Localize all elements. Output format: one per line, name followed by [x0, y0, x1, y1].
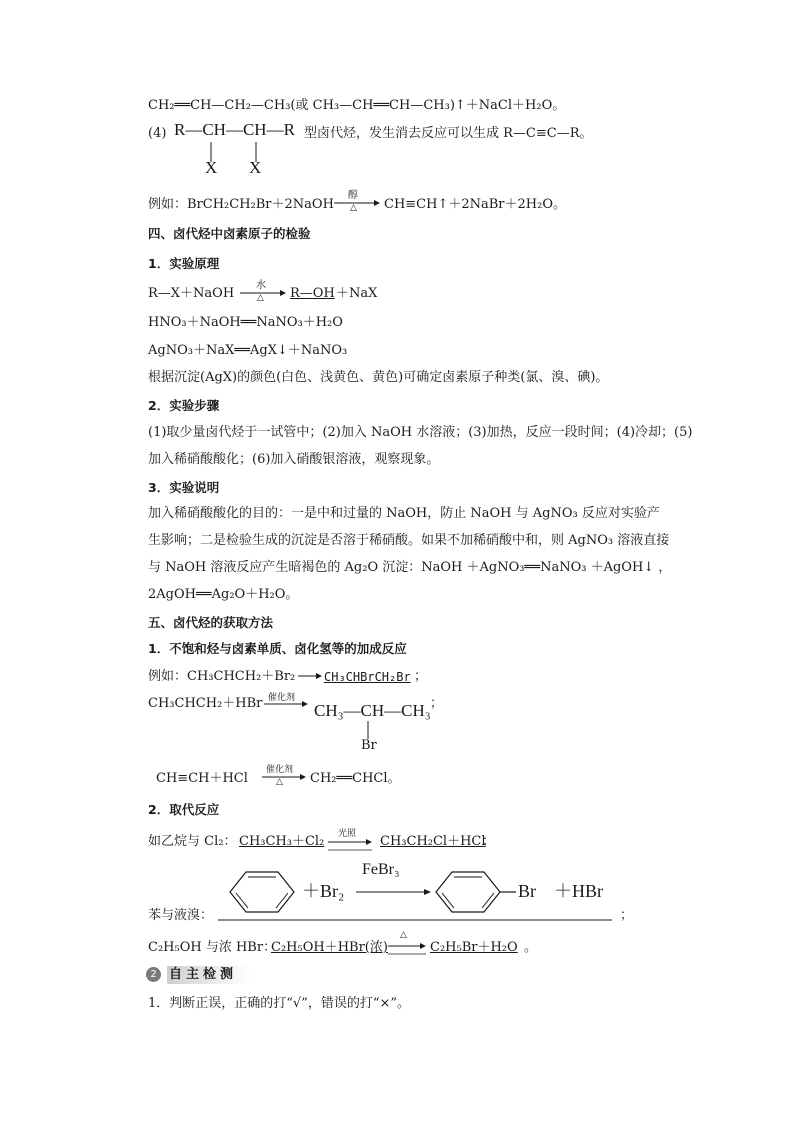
alcohol-heat-arrow: [330, 186, 380, 216]
dihalide-formula: R—CH—CH—R: [174, 120, 295, 139]
addition-example-1-product: CH₃CHBrCH₂Br: [324, 670, 411, 684]
heat-arrow-ethanol: [386, 930, 426, 960]
addition-arrow-1: [296, 668, 322, 684]
benzene-ring-product: [436, 872, 516, 912]
addition-example-2-end: ；: [430, 696, 444, 711]
bromine-reactant: ＋Br₂: [302, 881, 345, 901]
addition-example-2-product: CH₃—CH—CH₃: [314, 701, 431, 720]
x-substituent-1: X: [205, 158, 218, 177]
benzene-end: ；: [620, 908, 634, 923]
steps-line-1: (1)取少量卤代烃于一试管中；(2)加入 NaOH 水溶液；(3)加热，反应一段时间；(4)冷却；(5): [148, 425, 693, 440]
section-number-badge: 2: [146, 967, 161, 982]
addition-example-3-product: CH₂══CHCl。: [310, 771, 401, 786]
catalyst-heat-arrow: [260, 762, 306, 792]
notes-line-3: 与 NaOH 溶液反应产生暗褐色的 Ag₂O 沉淀：NaOH ＋AgNO₃══NaNO₃ ＋AgOH↓ ，: [148, 560, 672, 575]
subheading-principle: 1．实验原理: [148, 256, 220, 271]
addition-example-1-end: ；: [414, 669, 428, 684]
substitution-1-end: ；: [482, 834, 496, 849]
substitution-3-end: 。: [524, 940, 538, 955]
substitution-1-prefix: 如乙烷与 Cl₂：: [148, 834, 237, 849]
notes-line-1: 加入稀硝酸酸化的目的：一是中和过量的 NaOH，防止 NaOH 与 AgNO₃ 反应对实验产: [148, 506, 660, 521]
principle-paragraph: 根据沉淀(AgX)的颜色(白色、浅黄色、黄色)可确定卤素原子种类(氯、溴、碘)。: [148, 370, 609, 385]
label-4: (4): [148, 126, 167, 141]
bromo-substituent: Br: [361, 738, 377, 753]
section-5-heading: 五、卤代烃的获取方法: [148, 615, 274, 630]
substitution-3-prefix: C₂H₅OH 与浓 HBr：: [148, 940, 277, 955]
water-heat-arrow: [236, 276, 286, 306]
arrow-cond-heat: △: [350, 203, 357, 213]
bromobenzene-br: Br: [518, 881, 536, 901]
steps-line-2: 加入稀硝酸酸化；(6)加入硝酸银溶液，观察现象。: [148, 452, 440, 467]
substitution-1-products: CH₃CH₂Cl＋HCl: [380, 834, 486, 849]
substitution-3-products: C₂H₅Br＋H₂O: [430, 940, 518, 955]
arrow-cond-catalyst-2: 催化剂: [266, 765, 294, 775]
subheading-addition: 1．不饱和烃与卤素单质、卤化氢等的加成反应: [148, 641, 407, 656]
reaction-line-1: CH₂══CH—CH₂—CH₃(或 CH₃—CH══CH—CH₃)↑＋NaCl＋H₂O。: [148, 98, 566, 113]
arrow-cond-heat-3: △: [276, 777, 283, 787]
addition-example-1-reactants: 例如：CH₃CHCH₂＋Br₂: [148, 669, 296, 684]
notes-line-2: 生影响；二是检验生成的沉淀是否溶于稀硝酸。如果不加稀硝酸中和，则 AgNO₃ 溶液直接: [148, 533, 670, 548]
catalyst-arrow-1: [262, 690, 308, 714]
arrow-cond-heat-2: △: [257, 293, 264, 303]
question-1: 1．判断正误，正确的打“√”，错误的打“×”。: [148, 996, 411, 1011]
substitution-3-reactants: C₂H₅OH＋HBr(浓): [271, 940, 388, 955]
benzene-bromination-prefix: 苯与液溴：: [148, 908, 214, 923]
arrow-cond-alcohol: 醇: [348, 190, 358, 201]
self-check-section: [146, 966, 251, 984]
example-products: CH≡CH↑＋2NaBr＋2H₂O。: [384, 197, 566, 212]
x-substituent-2: X: [249, 158, 262, 177]
notes-line-4: 2AgOH══Ag₂O＋H₂O。: [148, 587, 299, 602]
addition-example-3-reactants: CH≡CH＋HCl: [156, 771, 248, 786]
subheading-notes: 3．实验说明: [148, 480, 220, 495]
neutralization-reaction: HNO₃＋NaOH══NaNO₃＋H₂O: [148, 315, 343, 330]
addition-example-2-reactants: CH₃CHCH₂＋HBr: [148, 696, 263, 711]
arrow-cond-heat-4: △: [400, 930, 407, 940]
dihalide-description: 型卤代烃，发生消去反应可以生成 R—C≡C—R。: [304, 126, 593, 141]
arrow-cond-water: 水: [256, 280, 266, 291]
subheading-steps: 2．实验步骤: [148, 398, 220, 413]
hydrolysis-product-underlined: R—OH: [290, 286, 335, 301]
precipitation-reaction: AgNO₃＋NaX══AgX↓＋NaNO₃: [148, 343, 348, 358]
hydrolysis-reactants: R—X＋NaOH: [148, 286, 235, 301]
dihalide-bonds: [174, 140, 294, 180]
arrow-cond-light: 光照: [338, 829, 357, 839]
section-title: 自主检测: [167, 966, 251, 984]
benzene-ring-reactant: [230, 872, 294, 912]
example-prefix: 例如：BrCH₂CH₂Br＋2NaOH: [148, 197, 334, 212]
hydrolysis-rest: ＋NaX: [336, 286, 378, 301]
iron-bromide-catalyst: FeBr₃: [362, 861, 400, 878]
substitution-1-reactants: CH₃CH₃＋Cl₂: [239, 834, 325, 849]
hbr-product: ＋HBr: [554, 881, 603, 901]
section-4-heading: 四、卤代烃中卤素原子的检验: [148, 226, 311, 241]
arrow-cond-catalyst: 催化剂: [268, 693, 296, 703]
light-arrow: [326, 826, 372, 856]
subheading-substitution: 2．取代反应: [148, 802, 220, 817]
